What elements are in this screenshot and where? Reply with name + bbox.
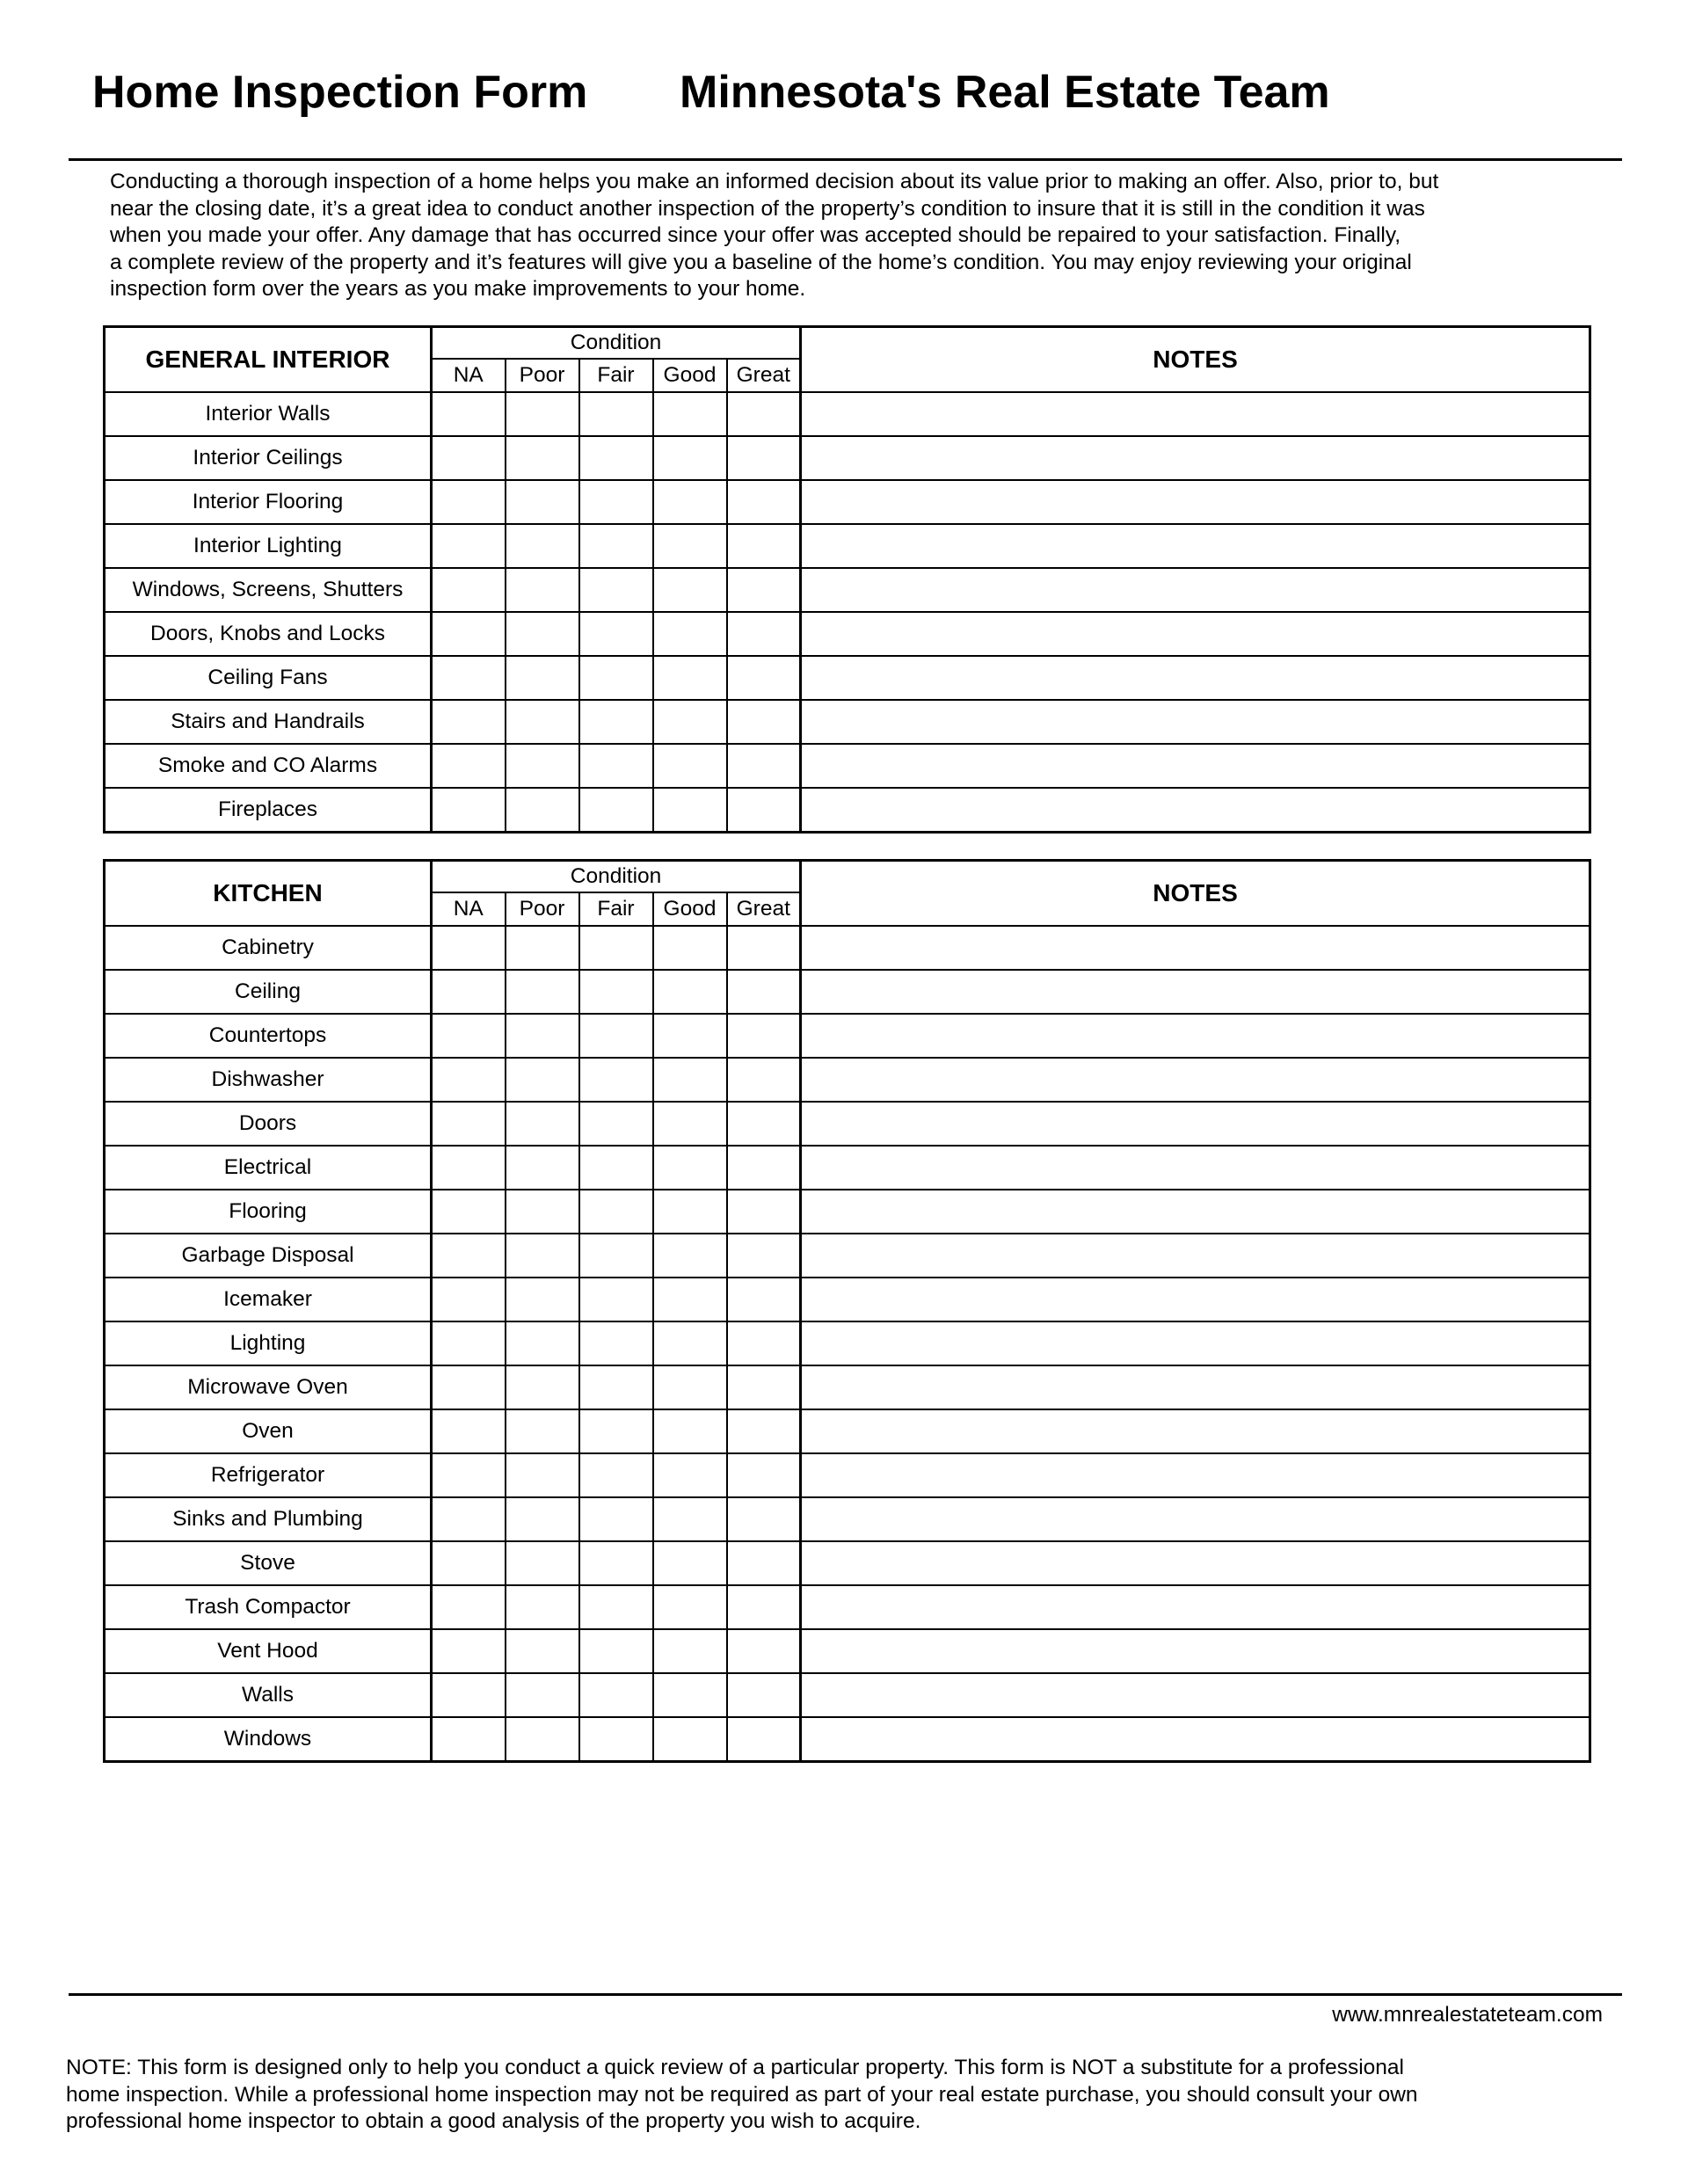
checkbox-good[interactable]: [653, 1541, 727, 1585]
checkbox-good[interactable]: [653, 788, 727, 833]
intro-line: near the closing date, it’s a great idea to conduct another inspection of the property’s condition to insure that it is still in the condition it was: [110, 196, 1425, 221]
checkbox-good[interactable]: [653, 926, 727, 970]
checkbox-poor[interactable]: [506, 1673, 579, 1717]
item-label: Windows: [105, 1717, 432, 1762]
checkbox-fair[interactable]: [579, 480, 653, 524]
section-header-row: [105, 861, 1590, 893]
section-title: KITCHEN: [105, 861, 432, 927]
table-row: [105, 392, 1590, 436]
item-label: Interior Flooring: [105, 480, 432, 524]
checkbox-good[interactable]: [653, 1014, 727, 1058]
condition-column-na: NA: [432, 359, 506, 392]
table-row: [105, 1629, 1590, 1673]
checkbox-fair[interactable]: [579, 1234, 653, 1278]
checkbox-great[interactable]: [727, 480, 801, 524]
checkbox-great[interactable]: [727, 1234, 801, 1278]
checkbox-na[interactable]: [432, 392, 506, 436]
table-row: [105, 480, 1590, 524]
checkbox-poor[interactable]: [506, 1058, 579, 1102]
notes-cell[interactable]: [801, 436, 1590, 480]
table-row: [105, 436, 1590, 480]
checkbox-na[interactable]: [432, 1102, 506, 1146]
checkbox-na[interactable]: [432, 970, 506, 1014]
intro-line: when you made your offer. Any damage that has occurred since your offer was accepted should be repaired to your satisfaction. Finally,: [110, 223, 1401, 247]
notes-cell[interactable]: [801, 700, 1590, 744]
checkbox-na[interactable]: [432, 1365, 506, 1409]
checkbox-fair[interactable]: [579, 1409, 653, 1453]
item-label: Refrigerator: [105, 1453, 432, 1497]
item-label: Walls: [105, 1673, 432, 1717]
checkbox-fair[interactable]: [579, 1321, 653, 1365]
note-line: NOTE: This form is designed only to help you conduct a quick review of a particular property. This form is NOT a substitute for a professional: [66, 2056, 1404, 2079]
table-row: [105, 1585, 1590, 1629]
item-label: Ceiling: [105, 970, 432, 1014]
table-row: [105, 524, 1590, 568]
checkbox-poor[interactable]: [506, 1234, 579, 1278]
checkbox-good[interactable]: [653, 1146, 727, 1190]
checkbox-good[interactable]: [653, 1102, 727, 1146]
checkbox-great[interactable]: [727, 1409, 801, 1453]
checkbox-na[interactable]: [432, 1453, 506, 1497]
checkbox-poor[interactable]: [506, 1014, 579, 1058]
checkbox-fair[interactable]: [579, 568, 653, 612]
checkbox-good[interactable]: [653, 700, 727, 744]
note-line: home inspection. While a professional home inspection may not be required as part of your real estate purchase, you should consult your own: [66, 2082, 1418, 2107]
item-label: Interior Lighting: [105, 524, 432, 568]
notes-header: NOTES: [801, 327, 1590, 393]
notes-cell[interactable]: [801, 1541, 1590, 1585]
checkbox-na[interactable]: [432, 612, 506, 656]
table-row: [105, 1673, 1590, 1717]
notes-cell[interactable]: [801, 392, 1590, 436]
item-label: Fireplaces: [105, 788, 432, 833]
checkbox-fair[interactable]: [579, 1278, 653, 1321]
checkbox-poor[interactable]: [506, 1453, 579, 1497]
table-row: [105, 1321, 1590, 1365]
checkbox-na[interactable]: [432, 1058, 506, 1102]
item-label: Icemaker: [105, 1278, 432, 1321]
table-row: [105, 656, 1590, 700]
notes-cell[interactable]: [801, 1409, 1590, 1453]
notes-cell[interactable]: [801, 1102, 1590, 1146]
table-row: [105, 1058, 1590, 1102]
checkbox-good[interactable]: [653, 1190, 727, 1234]
page-header: [92, 66, 1587, 127]
table-row: [105, 1278, 1590, 1321]
checkbox-fair[interactable]: [579, 700, 653, 744]
checkbox-na[interactable]: [432, 700, 506, 744]
checkbox-fair[interactable]: [579, 1014, 653, 1058]
general-interior-table: [103, 325, 1591, 834]
notes-header: NOTES: [801, 861, 1590, 927]
table-row: [105, 1014, 1590, 1058]
checkbox-good[interactable]: [653, 1629, 727, 1673]
checkbox-great[interactable]: [727, 1102, 801, 1146]
checkbox-na[interactable]: [432, 1278, 506, 1321]
checkbox-poor[interactable]: [506, 1190, 579, 1234]
checkbox-na[interactable]: [432, 1673, 506, 1717]
table-row: [105, 1453, 1590, 1497]
checkbox-na[interactable]: [432, 1321, 506, 1365]
notes-cell[interactable]: [801, 1321, 1590, 1365]
checkbox-fair[interactable]: [579, 392, 653, 436]
checkbox-good[interactable]: [653, 1453, 727, 1497]
checkbox-good[interactable]: [653, 480, 727, 524]
checkbox-na[interactable]: [432, 480, 506, 524]
checkbox-na[interactable]: [432, 1014, 506, 1058]
checkbox-great[interactable]: [727, 1541, 801, 1585]
item-label: Stove: [105, 1541, 432, 1585]
checkbox-fair[interactable]: [579, 1541, 653, 1585]
item-label: Oven: [105, 1409, 432, 1453]
note-line: professional home inspector to obtain a good analysis of the property you wish to acquire.: [66, 2109, 921, 2133]
checkbox-fair[interactable]: [579, 970, 653, 1014]
checkbox-good[interactable]: [653, 1234, 727, 1278]
table-row: [105, 1541, 1590, 1585]
condition-column-na: NA: [432, 892, 506, 926]
checkbox-fair[interactable]: [579, 1190, 653, 1234]
checkbox-great[interactable]: [727, 744, 801, 788]
condition-column-poor: Poor: [506, 892, 579, 926]
checkbox-fair[interactable]: [579, 1673, 653, 1717]
checkbox-na[interactable]: [432, 1234, 506, 1278]
condition-column-poor: Poor: [506, 359, 579, 392]
checkbox-na[interactable]: [432, 1629, 506, 1673]
disclaimer-note: [66, 2055, 1561, 2136]
checkbox-na[interactable]: [432, 1190, 506, 1234]
checkbox-good[interactable]: [653, 1058, 727, 1102]
notes-cell[interactable]: [801, 480, 1590, 524]
checkbox-na[interactable]: [432, 1497, 506, 1541]
intro-paragraph: [110, 169, 1508, 303]
notes-cell[interactable]: [801, 1234, 1590, 1278]
checkbox-fair[interactable]: [579, 1453, 653, 1497]
table-row: [105, 1497, 1590, 1541]
header-divider: [69, 158, 1622, 161]
checkbox-great[interactable]: [727, 436, 801, 480]
page-title: Home Inspection Form: [92, 67, 588, 118]
intro-line: Conducting a thorough inspection of a home helps you make an informed decision about its value prior to making an offer. Also, prior to, but: [110, 170, 1439, 193]
table-row: [105, 700, 1590, 744]
item-label: Doors, Knobs and Locks: [105, 612, 432, 656]
checkbox-fair[interactable]: [579, 788, 653, 833]
checkbox-great[interactable]: [727, 1365, 801, 1409]
checkbox-poor[interactable]: [506, 568, 579, 612]
checkbox-fair[interactable]: [579, 612, 653, 656]
checkbox-poor[interactable]: [506, 1146, 579, 1190]
section-title: GENERAL INTERIOR: [105, 327, 432, 393]
checkbox-fair[interactable]: [579, 436, 653, 480]
intro-line: a complete review of the property and it’s features will give you a baseline of the home’s condition. You may enjoy reviewing your original: [110, 250, 1412, 274]
checkbox-na[interactable]: [432, 1146, 506, 1190]
notes-cell[interactable]: [801, 1278, 1590, 1321]
item-label: Flooring: [105, 1190, 432, 1234]
item-label: Smoke and CO Alarms: [105, 744, 432, 788]
checkbox-great[interactable]: [727, 1453, 801, 1497]
item-label: Interior Ceilings: [105, 436, 432, 480]
checkbox-good[interactable]: [653, 1409, 727, 1453]
checkbox-poor[interactable]: [506, 392, 579, 436]
checkbox-good[interactable]: [653, 612, 727, 656]
item-label: Stairs and Handrails: [105, 700, 432, 744]
checkbox-na[interactable]: [432, 1409, 506, 1453]
checkbox-poor[interactable]: [506, 700, 579, 744]
checkbox-fair[interactable]: [579, 1102, 653, 1146]
item-label: Garbage Disposal: [105, 1234, 432, 1278]
checkbox-great[interactable]: [727, 524, 801, 568]
checkbox-fair[interactable]: [579, 1146, 653, 1190]
condition-column-fair: Fair: [579, 892, 653, 926]
checkbox-poor[interactable]: [506, 1717, 579, 1762]
checkbox-poor[interactable]: [506, 612, 579, 656]
checkbox-na[interactable]: [432, 568, 506, 612]
checkbox-poor[interactable]: [506, 1629, 579, 1673]
checkbox-poor[interactable]: [506, 970, 579, 1014]
notes-cell[interactable]: [801, 1629, 1590, 1673]
checkbox-fair[interactable]: [579, 744, 653, 788]
checkbox-poor[interactable]: [506, 1585, 579, 1629]
notes-cell[interactable]: [801, 1058, 1590, 1102]
item-label: Cabinetry: [105, 926, 432, 970]
checkbox-na[interactable]: [432, 656, 506, 700]
item-label: Ceiling Fans: [105, 656, 432, 700]
notes-cell[interactable]: [801, 1190, 1590, 1234]
checkbox-great[interactable]: [727, 1058, 801, 1102]
checkbox-poor[interactable]: [506, 656, 579, 700]
notes-cell[interactable]: [801, 970, 1590, 1014]
checkbox-poor[interactable]: [506, 926, 579, 970]
notes-cell[interactable]: [801, 1146, 1590, 1190]
checkbox-good[interactable]: [653, 1673, 727, 1717]
checkbox-great[interactable]: [727, 656, 801, 700]
section-header-row: [105, 327, 1590, 360]
item-label: Microwave Oven: [105, 1365, 432, 1409]
table-row: [105, 1717, 1590, 1762]
checkbox-fair[interactable]: [579, 656, 653, 700]
condition-column-great: Great: [727, 359, 801, 392]
checkbox-na[interactable]: [432, 436, 506, 480]
checkbox-fair[interactable]: [579, 926, 653, 970]
item-label: Doors: [105, 1102, 432, 1146]
notes-cell[interactable]: [801, 656, 1590, 700]
table-row: [105, 568, 1590, 612]
notes-cell[interactable]: [801, 568, 1590, 612]
checkbox-great[interactable]: [727, 1190, 801, 1234]
checkbox-great[interactable]: [727, 1014, 801, 1058]
checkbox-na[interactable]: [432, 744, 506, 788]
checkbox-good[interactable]: [653, 568, 727, 612]
item-label: Trash Compactor: [105, 1585, 432, 1629]
checkbox-na[interactable]: [432, 1541, 506, 1585]
checkbox-poor[interactable]: [506, 436, 579, 480]
checkbox-great[interactable]: [727, 970, 801, 1014]
notes-cell[interactable]: [801, 1453, 1590, 1497]
notes-cell[interactable]: [801, 612, 1590, 656]
team-name: Minnesota's Real Estate Team: [680, 67, 1330, 118]
item-label: Interior Walls: [105, 392, 432, 436]
condition-column-fair: Fair: [579, 359, 653, 392]
table-row: [105, 1234, 1590, 1278]
table-row: [105, 1365, 1590, 1409]
item-label: Vent Hood: [105, 1629, 432, 1673]
checkbox-na[interactable]: [432, 926, 506, 970]
checkbox-poor[interactable]: [506, 744, 579, 788]
item-label: Countertops: [105, 1014, 432, 1058]
table-row: [105, 1409, 1590, 1453]
checkbox-good[interactable]: [653, 1497, 727, 1541]
checkbox-poor[interactable]: [506, 1321, 579, 1365]
checkbox-great[interactable]: [727, 1585, 801, 1629]
checkbox-great[interactable]: [727, 1278, 801, 1321]
checkbox-good[interactable]: [653, 744, 727, 788]
checkbox-poor[interactable]: [506, 1497, 579, 1541]
checkbox-good[interactable]: [653, 392, 727, 436]
checkbox-great[interactable]: [727, 700, 801, 744]
item-label: Dishwasher: [105, 1058, 432, 1102]
checkbox-great[interactable]: [727, 1629, 801, 1673]
checkbox-poor[interactable]: [506, 1365, 579, 1409]
checkbox-great[interactable]: [727, 1146, 801, 1190]
condition-header: Condition: [432, 861, 801, 893]
checkbox-poor[interactable]: [506, 1278, 579, 1321]
checkbox-good[interactable]: [653, 1717, 727, 1762]
checkbox-fair[interactable]: [579, 524, 653, 568]
checkbox-poor[interactable]: [506, 788, 579, 833]
checkbox-poor[interactable]: [506, 1409, 579, 1453]
item-label: Electrical: [105, 1146, 432, 1190]
notes-cell[interactable]: [801, 1585, 1590, 1629]
notes-cell[interactable]: [801, 1717, 1590, 1762]
table-row: [105, 744, 1590, 788]
checkbox-na[interactable]: [432, 788, 506, 833]
checkbox-poor[interactable]: [506, 1102, 579, 1146]
checkbox-poor[interactable]: [506, 480, 579, 524]
table-row: [105, 1102, 1590, 1146]
checkbox-fair[interactable]: [579, 1058, 653, 1102]
notes-cell[interactable]: [801, 1014, 1590, 1058]
checkbox-good[interactable]: [653, 1321, 727, 1365]
notes-cell[interactable]: [801, 788, 1590, 833]
checkbox-fair[interactable]: [579, 1497, 653, 1541]
table-row: [105, 1146, 1590, 1190]
condition-column-good: Good: [653, 359, 727, 392]
checkbox-fair[interactable]: [579, 1629, 653, 1673]
checkbox-great[interactable]: [727, 788, 801, 833]
condition-column-great: Great: [727, 892, 801, 926]
table-row: [105, 612, 1590, 656]
checkbox-na[interactable]: [432, 524, 506, 568]
table-row: [105, 926, 1590, 970]
checkbox-good[interactable]: [653, 970, 727, 1014]
checkbox-good[interactable]: [653, 436, 727, 480]
item-label: Sinks and Plumbing: [105, 1497, 432, 1541]
checkbox-good[interactable]: [653, 656, 727, 700]
item-label: Lighting: [105, 1321, 432, 1365]
notes-cell[interactable]: [801, 1497, 1590, 1541]
checkbox-na[interactable]: [432, 1585, 506, 1629]
checkbox-great[interactable]: [727, 926, 801, 970]
table-row: [105, 1190, 1590, 1234]
notes-cell[interactable]: [801, 926, 1590, 970]
kitchen-table: [103, 859, 1591, 1763]
checkbox-great[interactable]: [727, 1717, 801, 1762]
checkbox-good[interactable]: [653, 1365, 727, 1409]
condition-column-good: Good: [653, 892, 727, 926]
checkbox-great[interactable]: [727, 1497, 801, 1541]
notes-cell[interactable]: [801, 744, 1590, 788]
checkbox-na[interactable]: [432, 1717, 506, 1762]
checkbox-fair[interactable]: [579, 1585, 653, 1629]
website-link[interactable]: www.mnrealestateteam.com: [1332, 2003, 1603, 2027]
item-label: Windows, Screens, Shutters: [105, 568, 432, 612]
condition-header: Condition: [432, 327, 801, 360]
checkbox-fair[interactable]: [579, 1365, 653, 1409]
footer-divider: [69, 1993, 1622, 1996]
table-row: [105, 970, 1590, 1014]
table-row: [105, 788, 1590, 833]
checkbox-poor[interactable]: [506, 1541, 579, 1585]
notes-cell[interactable]: [801, 524, 1590, 568]
notes-cell[interactable]: [801, 1365, 1590, 1409]
checkbox-poor[interactable]: [506, 524, 579, 568]
checkbox-good[interactable]: [653, 1278, 727, 1321]
checkbox-great[interactable]: [727, 612, 801, 656]
checkbox-good[interactable]: [653, 524, 727, 568]
checkbox-great[interactable]: [727, 1673, 801, 1717]
intro-line: inspection form over the years as you make improvements to your home.: [110, 277, 806, 301]
checkbox-great[interactable]: [727, 392, 801, 436]
checkbox-great[interactable]: [727, 1321, 801, 1365]
notes-cell[interactable]: [801, 1673, 1590, 1717]
checkbox-great[interactable]: [727, 568, 801, 612]
checkbox-good[interactable]: [653, 1585, 727, 1629]
checkbox-fair[interactable]: [579, 1717, 653, 1762]
